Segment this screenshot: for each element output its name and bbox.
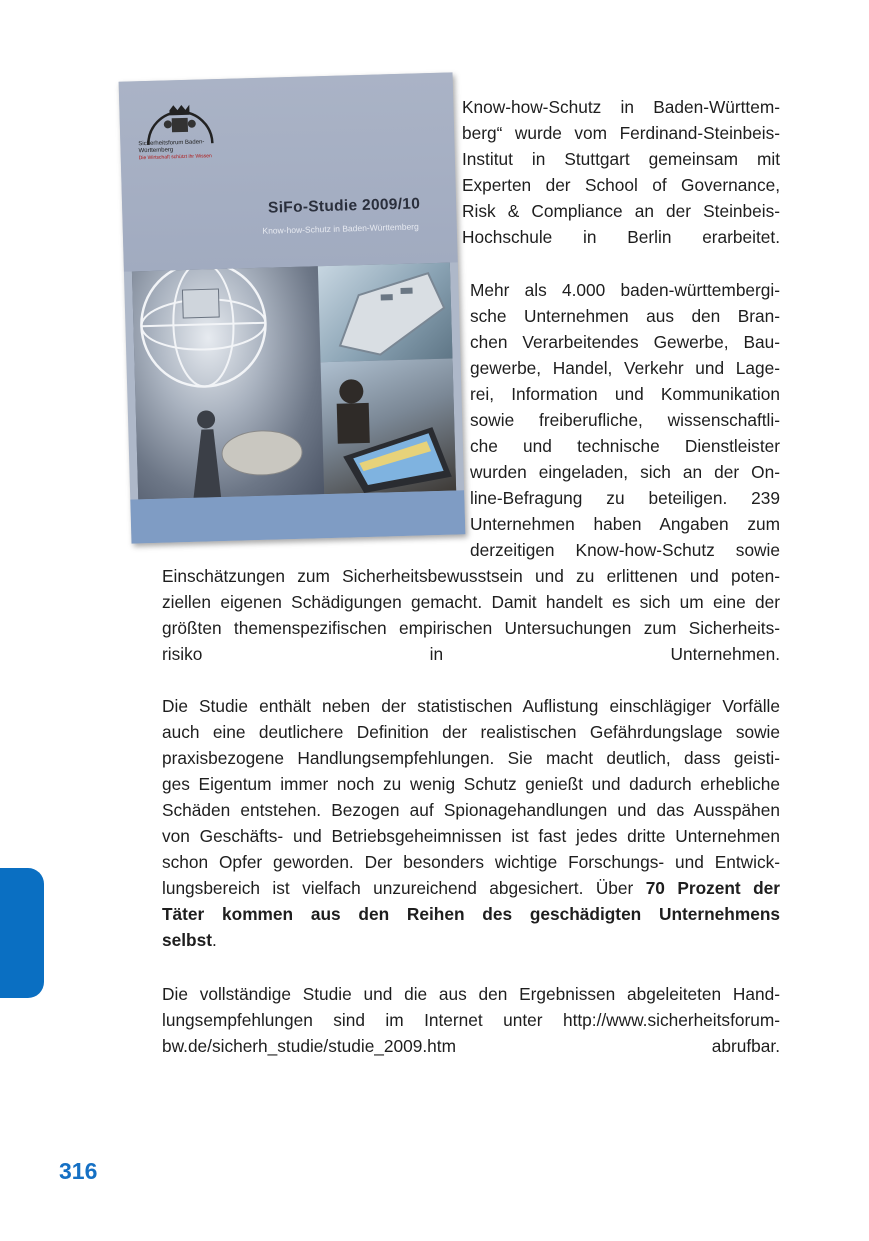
text-line: Einschätzungen zum Sicherheitsbewusstsein und zu erlittenen und poten- <box>162 566 780 586</box>
globe-photo <box>132 266 324 499</box>
usb-plug-icon <box>318 263 453 363</box>
cover-logo-subtitle: Die Wirtschaft schützt ihr Wissen <box>138 153 212 162</box>
paragraph-findings <box>162 693 780 953</box>
text-line: risiko in Unternehmen. <box>162 644 780 664</box>
usb-stick-photo <box>318 263 453 363</box>
text-line: Experten der School of Governance, <box>462 175 780 195</box>
text-line: von Geschäfts- und Betriebsgeheimnissen ist fast jedes dritte Unternehmen <box>162 826 780 846</box>
laptop-icon <box>321 359 457 495</box>
paragraph-survey-full <box>162 563 780 667</box>
text-line: Hochschule in Berlin erarbeitet. <box>462 227 780 247</box>
paragraph-download-info <box>162 981 780 1059</box>
text-line: ges Eigentum immer noch zu wenig Schutz genießt und dadurch erhebliche <box>162 774 780 794</box>
paragraph-intro <box>462 94 780 250</box>
bold-text: selbst <box>162 930 212 950</box>
cover-title: SiFo-Studie 2009/10 <box>267 195 421 217</box>
text-segment: . <box>211 930 217 950</box>
cover-footer-band <box>130 490 465 543</box>
text-line: Unternehmen haben Angaben zum <box>470 514 780 534</box>
text-line: Risk & Compliance an der Steinbeis- <box>462 201 780 221</box>
chapter-tab-marker <box>0 868 44 998</box>
study-cover-image <box>119 72 466 543</box>
text-line: Die vollständige Studie und die aus den Ergebnissen abgeleiteten Hand- <box>162 984 780 1004</box>
text-line: wurden eingeladen, sich an der On- <box>470 462 780 482</box>
text-line: auch eine deutlichere Definition der realistischen Gefährdungslage sowie <box>162 722 780 742</box>
bold-text: 70 Prozent der <box>645 878 780 898</box>
text-line: berg“ wurde vom Ferdinand-Steinbeis- <box>462 123 780 143</box>
text-line: ziellen eigenen Schädigungen gemacht. Damit handelt es sich um eine der <box>162 592 780 612</box>
page-number: 316 <box>59 1158 98 1184</box>
text-line: line-Befragung zu beteiligen. 239 <box>470 488 780 508</box>
text-line: chen Verarbeitendes Gewerbe, Bau- <box>470 332 780 352</box>
text-line: Die Studie enthält neben der statistischen Auflistung einschlägiger Vorfälle <box>162 696 780 716</box>
cover-photo-collage <box>132 263 456 500</box>
cover-logo-title: Sicherheitsforum Baden-Württemberg <box>138 139 205 155</box>
text-line: sowie freiberufliche, wissenschaftli- <box>470 410 780 430</box>
text-line: größten themenspezifischen empirischen Untersuchungen zum Sicherheits- <box>162 618 780 638</box>
cover-header <box>119 72 458 271</box>
text-line: bw.de/sicherh_studie/studie_2009.htm abrufbar. <box>162 1036 780 1056</box>
globe-grid-icon <box>132 266 324 499</box>
text-line: derzeitigen Know-how-Schutz sowie <box>470 540 780 560</box>
text-line: Institut in Stuttgart gemeinsam mit <box>462 149 780 169</box>
text-line: Schäden entstehen. Bezogen auf Spionagehandlungen und das Ausspähen <box>162 800 780 820</box>
text-line: Mehr als 4.000 baden-württembergi- <box>470 280 780 300</box>
text-line <box>162 901 780 927</box>
text-line: lungsempfehlungen sind im Internet unter http://www.sicherheitsforum- <box>162 1010 780 1030</box>
text-line: Know-how-Schutz in Baden-Württem- <box>462 97 780 117</box>
text-line: praxisbezogene Handlungsempfehlungen. Sie macht deutlich, dass geisti- <box>162 748 780 768</box>
text-line: rei, Information und Kommunikation <box>470 384 780 404</box>
text-line <box>162 875 780 901</box>
text-line: gewerbe, Handel, Verkehr und Lage- <box>470 358 780 378</box>
text-line <box>162 927 780 953</box>
text-segment: lungsbereich ist vielfach unzureichend abgesichert. Über <box>162 878 646 898</box>
bold-text: Täter kommen aus den Reihen des geschädigten Unternehmens <box>162 904 780 924</box>
cover-subtitle: Know-how-Schutz in Baden-Württemberg <box>262 221 419 236</box>
paragraph-survey-right <box>470 277 780 563</box>
text-line: sche Unternehmen aus den Bran- <box>470 306 780 326</box>
text-line: che und technische Dienstleister <box>470 436 780 456</box>
text-line: schon Opfer geworden. Der besonders wichtige Forschungs- und Entwick- <box>162 852 780 872</box>
office-laptop-photo <box>321 359 457 495</box>
